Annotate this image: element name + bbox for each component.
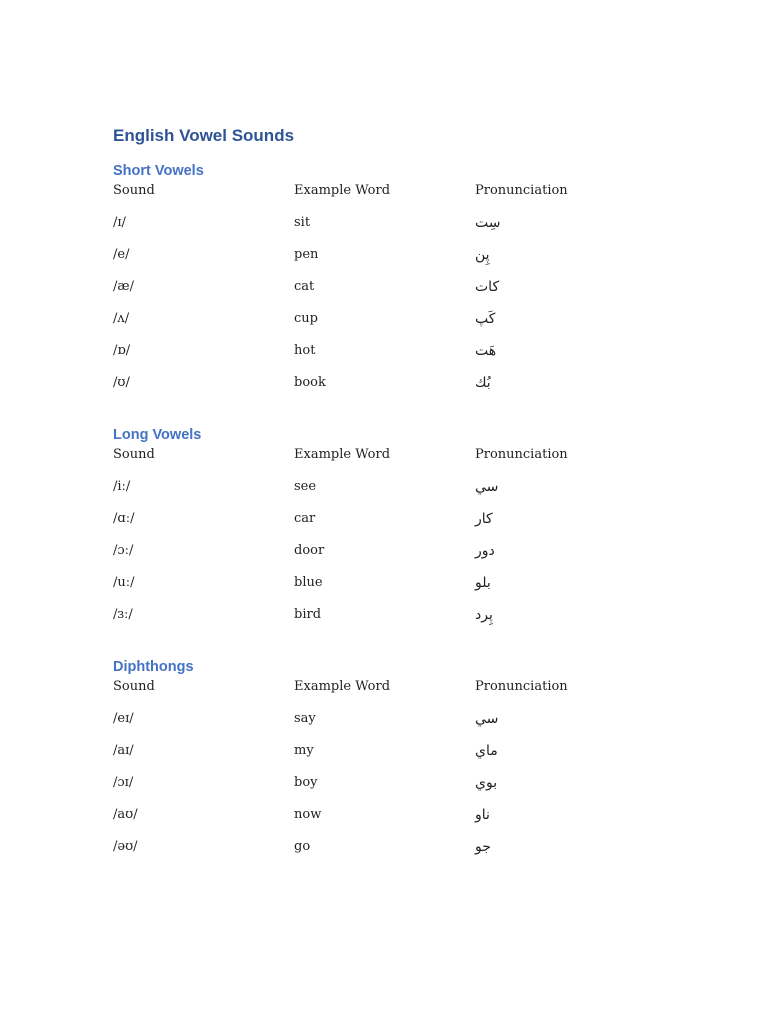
cell-sound: /əʊ/ (113, 839, 138, 854)
cell-example-word: sit (294, 215, 311, 230)
cell-pronunciation: پِن (475, 247, 490, 263)
cell-sound: /ʊ/ (113, 375, 130, 390)
document-title: English Vowel Sounds (113, 126, 295, 145)
cell-pronunciation: بوي (475, 775, 498, 791)
cell-sound: /aʊ/ (113, 807, 138, 822)
section-short-vowels (113, 160, 673, 406)
cell-sound: /ɔː/ (113, 543, 134, 558)
cell-example-word: say (294, 711, 316, 726)
table-row (113, 542, 673, 574)
cell-example-word: blue (294, 575, 323, 590)
cell-sound: /ɜː/ (113, 607, 133, 622)
cell-example-word: book (294, 375, 326, 390)
header-pronunciation: Pronunciation (475, 679, 568, 694)
table-row (113, 278, 673, 310)
cell-pronunciation: بلو (475, 575, 491, 591)
cell-example-word: car (294, 511, 316, 526)
table-row (113, 342, 673, 374)
table-row (113, 478, 673, 510)
table-header (113, 446, 673, 478)
cell-pronunciation: كَپ (475, 311, 496, 327)
header-sound: Sound (113, 447, 155, 462)
cell-pronunciation: دور (475, 543, 495, 559)
cell-example-word: bird (294, 607, 322, 622)
cell-pronunciation: ماي (475, 743, 498, 759)
cell-sound: /aɪ/ (113, 743, 134, 758)
section-title: Diphthongs (113, 659, 194, 675)
cell-sound: /ʌ/ (113, 311, 130, 326)
cell-pronunciation: سي (475, 479, 499, 495)
header-sound: Sound (113, 679, 155, 694)
header-example-word: Example Word (294, 447, 391, 462)
cell-pronunciation: جو (475, 839, 491, 855)
cell-pronunciation: كار (475, 511, 493, 527)
cell-sound: /iː/ (113, 479, 131, 494)
cell-example-word: my (294, 743, 314, 758)
table-row (113, 606, 673, 638)
cell-sound: /ɒ/ (113, 343, 131, 358)
section-long-vowels (113, 424, 673, 638)
section-title: Short Vowels (113, 163, 204, 179)
cell-example-word: hot (294, 343, 316, 358)
cell-pronunciation: پِرد (475, 607, 493, 623)
header-example-word: Example Word (294, 183, 391, 198)
table-row (113, 574, 673, 606)
cell-example-word: cup (294, 311, 318, 326)
cell-sound: /æ/ (113, 279, 134, 294)
table-row (113, 214, 673, 246)
table-row (113, 246, 673, 278)
table-row (113, 838, 673, 870)
header-pronunciation: Pronunciation (475, 447, 568, 462)
table-row (113, 710, 673, 742)
cell-pronunciation: ناو (475, 807, 490, 823)
cell-pronunciation: كات (475, 279, 500, 295)
table-header (113, 182, 673, 214)
table-row (113, 510, 673, 542)
table-row (113, 742, 673, 774)
cell-example-word: go (294, 839, 311, 854)
header-pronunciation: Pronunciation (475, 183, 568, 198)
cell-sound: /ɔɪ/ (113, 775, 134, 790)
section-diphthongs (113, 656, 673, 870)
table-row (113, 310, 673, 342)
header-sound: Sound (113, 183, 155, 198)
document-page (113, 124, 673, 870)
cell-pronunciation: سي (475, 711, 499, 727)
cell-sound: /ɪ/ (113, 215, 126, 230)
cell-example-word: now (294, 807, 322, 822)
cell-sound: /uː/ (113, 575, 135, 590)
cell-example-word: boy (294, 775, 318, 790)
cell-pronunciation: هَت (475, 343, 497, 359)
table-header (113, 678, 673, 710)
header-example-word: Example Word (294, 679, 391, 694)
cell-example-word: door (294, 543, 325, 558)
cell-example-word: cat (294, 279, 315, 294)
cell-example-word: pen (294, 247, 319, 262)
table-row (113, 374, 673, 406)
cell-sound: /e/ (113, 247, 130, 262)
cell-pronunciation: بُك (475, 375, 491, 391)
cell-sound: /ɑː/ (113, 511, 135, 526)
section-title: Long Vowels (113, 427, 202, 443)
cell-pronunciation: سِت (475, 215, 501, 231)
table-row (113, 806, 673, 838)
cell-example-word: see (294, 479, 317, 494)
cell-sound: /eɪ/ (113, 711, 134, 726)
table-row (113, 774, 673, 806)
